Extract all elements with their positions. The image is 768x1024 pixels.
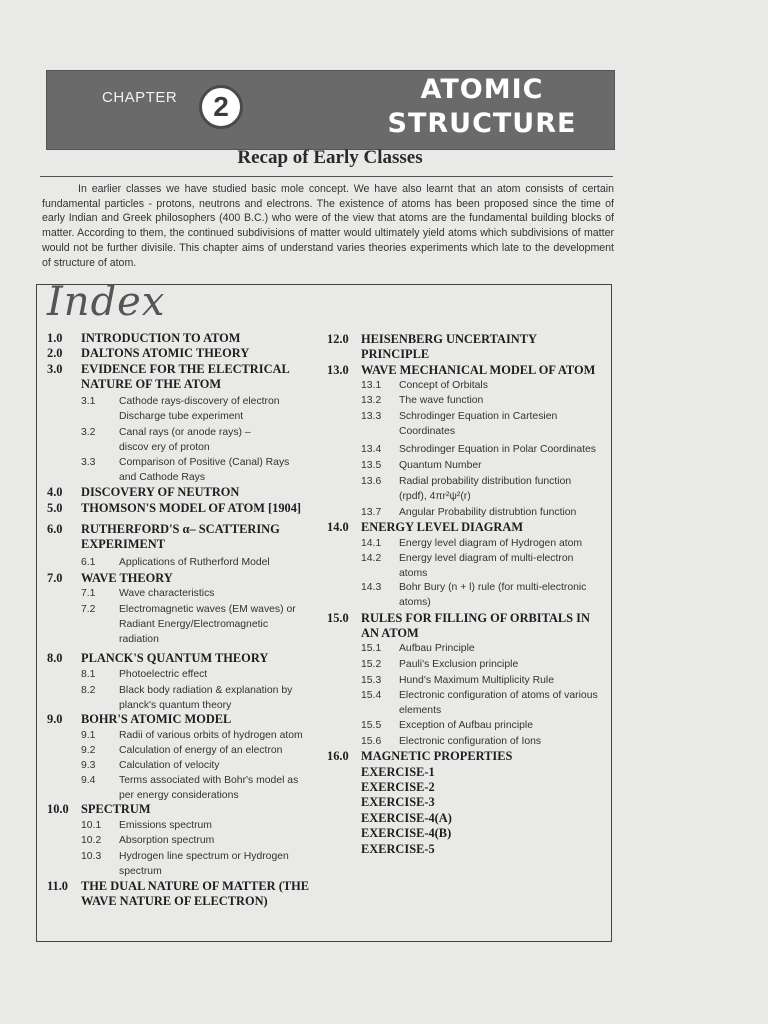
toc-number: 15.0 — [327, 611, 349, 625]
toc-number: 8.2 — [81, 685, 96, 696]
toc-entry-16 — [327, 749, 607, 764]
toc-number: 15.3 — [361, 675, 382, 686]
index-box — [36, 279, 612, 942]
toc-subentry-15-4 — [361, 688, 601, 718]
toc-title: Schrodinger Equation in Polar Coordinates — [399, 444, 596, 455]
toc-title: Terms associated with Bohr's model as per energy considerations — [119, 775, 299, 801]
toc-number: 3.0 — [47, 362, 63, 376]
divider — [40, 176, 613, 177]
toc-title: Canal rays (or anode rays) – discov ery of proton — [119, 427, 251, 453]
toc-title: Schrodinger Equation in Cartesien Coordinates — [399, 411, 558, 437]
toc-number: 13.0 — [327, 363, 349, 377]
toc-title: Energy level diagram of Hydrogen atom — [399, 538, 583, 549]
toc-title: The wave function — [399, 395, 484, 406]
toc-title: HEISENBERG UNCERTAINTY PRINCIPLE — [361, 332, 537, 361]
toc-title: Black body radiation & explanation by planck's quantum theory — [119, 685, 293, 711]
toc-subentry-15-3 — [361, 673, 601, 688]
toc-title: Electromagnetic waves (EM waves) or Radiant Energy/Electromagnetic radiation — [119, 604, 296, 645]
toc-title: Radial probability distribution function (rpdf), 4πr²ψ²(r) — [399, 476, 572, 502]
toc-title: THOMSON'S MODEL OF ATOM [1904] — [81, 501, 302, 515]
toc-number: 14.2 — [361, 553, 382, 564]
toc-title: RULES FOR FILLING OF ORBITALS IN AN ATOM — [361, 611, 590, 640]
toc-entry-6 — [47, 522, 317, 552]
toc-number: 13.7 — [361, 507, 382, 518]
toc-number: 13.6 — [361, 476, 382, 487]
toc-number: 9.3 — [81, 760, 96, 771]
exercise-1: EXERCISE-1 — [361, 765, 435, 779]
toc-subentry-15-6 — [361, 734, 601, 749]
toc-number: 1.0 — [47, 331, 63, 345]
toc-number: 6.1 — [81, 557, 96, 568]
toc-entry-8 — [47, 651, 268, 666]
toc-number: 8.0 — [47, 651, 63, 665]
toc-title: Energy level diagram of multi-electron atoms — [399, 553, 574, 579]
toc-title: DALTONS ATOMIC THEORY — [81, 346, 250, 360]
toc-number: 3.3 — [81, 457, 96, 468]
toc-number: 7.1 — [81, 588, 96, 599]
toc-title: Electronic configuration of Ions — [399, 736, 542, 747]
toc-entry-1 — [47, 331, 241, 346]
toc-subentry-8-1 — [81, 667, 311, 682]
toc-title: Applications of Rutherford Model — [119, 557, 270, 568]
intro-paragraph: In earlier classes we have studied basic mole concept. We have also learnt that an atom consists of certain fundamental particles - protons, neutrons and electrons. The existence of atoms has been proposed since the time of early Indian and Greek philosophers (400 B.C.) who were of the view that atoms are the fundamental building blocks of matter. According to them, the continued subdivisions of matter would ultimately yield atoms which subdivisions of matter would not be further divisile. This chapter aims of understand varies theories experiments which late to the development of structure of atom. — [42, 183, 614, 269]
toc-number: 9.1 — [81, 730, 96, 741]
toc-title: WAVE THEORY — [81, 571, 173, 585]
toc-number: 11.0 — [47, 879, 68, 893]
toc-number: 13.3 — [361, 411, 382, 422]
toc-subentry-13-5 — [361, 458, 601, 473]
toc-subentry-8-2 — [81, 683, 311, 713]
toc-number: 10.0 — [47, 802, 69, 816]
toc-entry-3 — [47, 362, 312, 392]
toc-number: 3.1 — [81, 396, 96, 407]
toc-entry-2 — [47, 346, 249, 361]
toc-title: DISCOVERY OF NEUTRON — [81, 485, 240, 499]
toc-subentry-7-2 — [81, 602, 301, 647]
chapter-title-line1: ATOMIC — [420, 74, 544, 105]
toc-subentry-14-3 — [361, 580, 601, 610]
toc-subentry-13-4 — [361, 442, 606, 457]
toc-entry-15 — [327, 611, 602, 641]
toc-title: Hydrogen line spectrum or Hydrogen spectrum — [119, 851, 289, 877]
toc-title: SPECTRUM — [81, 802, 151, 816]
toc-entry-11 — [47, 879, 317, 909]
exercise-3: EXERCISE-3 — [361, 795, 435, 809]
toc-number: 15.4 — [361, 690, 382, 701]
toc-number: 12.0 — [327, 332, 349, 346]
toc-subentry-15-1 — [361, 641, 601, 656]
toc-number: 14.3 — [361, 582, 382, 593]
index-title: Index — [47, 279, 166, 325]
toc-number: 5.0 — [47, 501, 63, 515]
exercise-2: EXERCISE-2 — [361, 780, 435, 794]
toc-subentry-10-3 — [81, 849, 311, 879]
toc-number: 7.0 — [47, 571, 63, 585]
toc-subentry-14-2 — [361, 551, 591, 581]
toc-number: 16.0 — [327, 749, 349, 763]
exercise-4a: EXERCISE-4(A) — [361, 811, 452, 825]
toc-title: Concept of Orbitals — [399, 380, 488, 391]
toc-number: 10.2 — [81, 835, 102, 846]
exercise-4b: EXERCISE-4(B) — [361, 826, 452, 840]
toc-entry-13 — [327, 363, 607, 378]
toc-subentry-3-2 — [81, 425, 281, 455]
toc-title: Aufbau Principle — [399, 643, 475, 654]
toc-entry-14 — [327, 520, 607, 535]
toc-entry-9 — [47, 712, 231, 727]
chapter-label: CHAPTER — [102, 89, 178, 106]
toc-title: EVIDENCE FOR THE ELECTRICAL NATURE OF THE ATOM — [81, 362, 290, 391]
toc-subentry-13-7 — [361, 505, 606, 520]
toc-entry-7 — [47, 571, 173, 586]
toc-title: Bohr Bury (n + l) rule (for multi-electronic atoms) — [399, 582, 587, 608]
toc-number: 10.1 — [81, 820, 102, 831]
toc-number: 3.2 — [81, 427, 96, 438]
toc-subentry-3-3 — [81, 455, 301, 485]
toc-title: Calculation of velocity — [119, 760, 220, 771]
toc-title: Cathode rays-discovery of electron Discharge tube experiment — [119, 396, 280, 422]
toc-number: 15.6 — [361, 736, 382, 747]
toc-subentry-10-2 — [81, 833, 321, 848]
toc-subentry-7-1 — [81, 586, 311, 601]
toc-subentry-9-2 — [81, 743, 321, 758]
toc-entry-4 — [47, 485, 239, 500]
toc-title: Electronic configuration of atoms of various elements — [399, 690, 598, 716]
toc-number: 14.1 — [361, 538, 382, 549]
toc-title: MAGNETIC PROPERTIES — [361, 749, 513, 763]
toc-subentry-14-1 — [361, 536, 601, 551]
toc-number: 9.4 — [81, 775, 96, 786]
toc-subentry-15-2 — [361, 657, 601, 672]
chapter-title — [357, 73, 607, 141]
toc-title: Calculation of energy of an electron — [119, 745, 283, 756]
toc-title: Pauli's Exclusion principle — [399, 659, 519, 670]
toc-number: 13.2 — [361, 395, 382, 406]
recap-heading: Recap of Early Classes — [237, 147, 423, 168]
toc-title: Exception of Aufbau principle — [399, 720, 534, 731]
toc-title: Wave characteristics — [119, 588, 215, 599]
toc-subentry-9-3 — [81, 758, 321, 773]
toc-subentry-9-1 — [81, 728, 321, 743]
toc-number: 15.5 — [361, 720, 382, 731]
exercise-5: EXERCISE-5 — [361, 842, 435, 856]
toc-subentry-13-1 — [361, 378, 601, 393]
toc-number: 13.4 — [361, 444, 382, 455]
toc-entry-10 — [47, 802, 151, 817]
toc-number: 15.1 — [361, 643, 382, 654]
toc-title: Comparison of Positive (Canal) Rays and Cathode Rays — [119, 457, 290, 483]
toc-subentry-13-6 — [361, 474, 591, 504]
chapter-title-line2: STRUCTURE — [387, 108, 577, 139]
toc-entry-5 — [47, 501, 317, 516]
toc-number: 8.1 — [81, 669, 96, 680]
toc-number: 14.0 — [327, 520, 349, 534]
toc-title: BOHR'S ATOMIC MODEL — [81, 712, 232, 726]
toc-subentry-15-5 — [361, 718, 601, 733]
toc-subentry-6-1 — [81, 555, 311, 570]
toc-number: 4.0 — [47, 485, 63, 499]
toc-title: Hund's Maximum Multiplicity Rule — [399, 675, 554, 686]
toc-title: Emissions spectrum — [119, 820, 212, 831]
toc-subentry-13-3 — [361, 409, 561, 439]
toc-subentry-3-1 — [81, 394, 301, 424]
toc-number: 6.0 — [47, 522, 63, 536]
toc-number: 9.2 — [81, 745, 96, 756]
chapter-banner — [46, 70, 615, 150]
toc-title: RUTHERFORD'S α– SCATTERING EXPERIMENT — [81, 522, 280, 551]
toc-title: Absorption spectrum — [119, 835, 215, 846]
toc-number: 10.3 — [81, 851, 102, 862]
toc-number: 7.2 — [81, 604, 96, 615]
toc-subentry-13-2 — [361, 393, 601, 408]
toc-title: ENERGY LEVEL DIAGRAM — [361, 520, 524, 534]
toc-title: INTRODUCTION TO ATOM — [81, 331, 241, 345]
toc-number: 13.1 — [361, 380, 382, 391]
toc-title: Angular Probability distrubtion function — [399, 507, 577, 518]
toc-subentry-10-1 — [81, 818, 321, 833]
toc-number: 15.2 — [361, 659, 382, 670]
toc-number: 13.5 — [361, 460, 382, 471]
toc-title: THE DUAL NATURE OF MATTER (THE WAVE NATURE OF ELECTRON) — [81, 879, 309, 908]
toc-subentry-9-4 — [81, 773, 311, 803]
chapter-number-badge: 2 — [199, 85, 243, 129]
toc-title: Quantum Number — [399, 460, 482, 471]
toc-number: 2.0 — [47, 346, 63, 360]
toc-title: WAVE MECHANICAL MODEL OF ATOM — [361, 363, 596, 377]
toc-title: Photoelectric effect — [119, 669, 208, 680]
toc-entry-12 — [327, 332, 557, 362]
toc-title: PLANCK'S QUANTUM THEORY — [81, 651, 269, 665]
toc-title: Radii of various orbits of hydrogen atom — [119, 730, 303, 741]
toc-number: 9.0 — [47, 712, 63, 726]
